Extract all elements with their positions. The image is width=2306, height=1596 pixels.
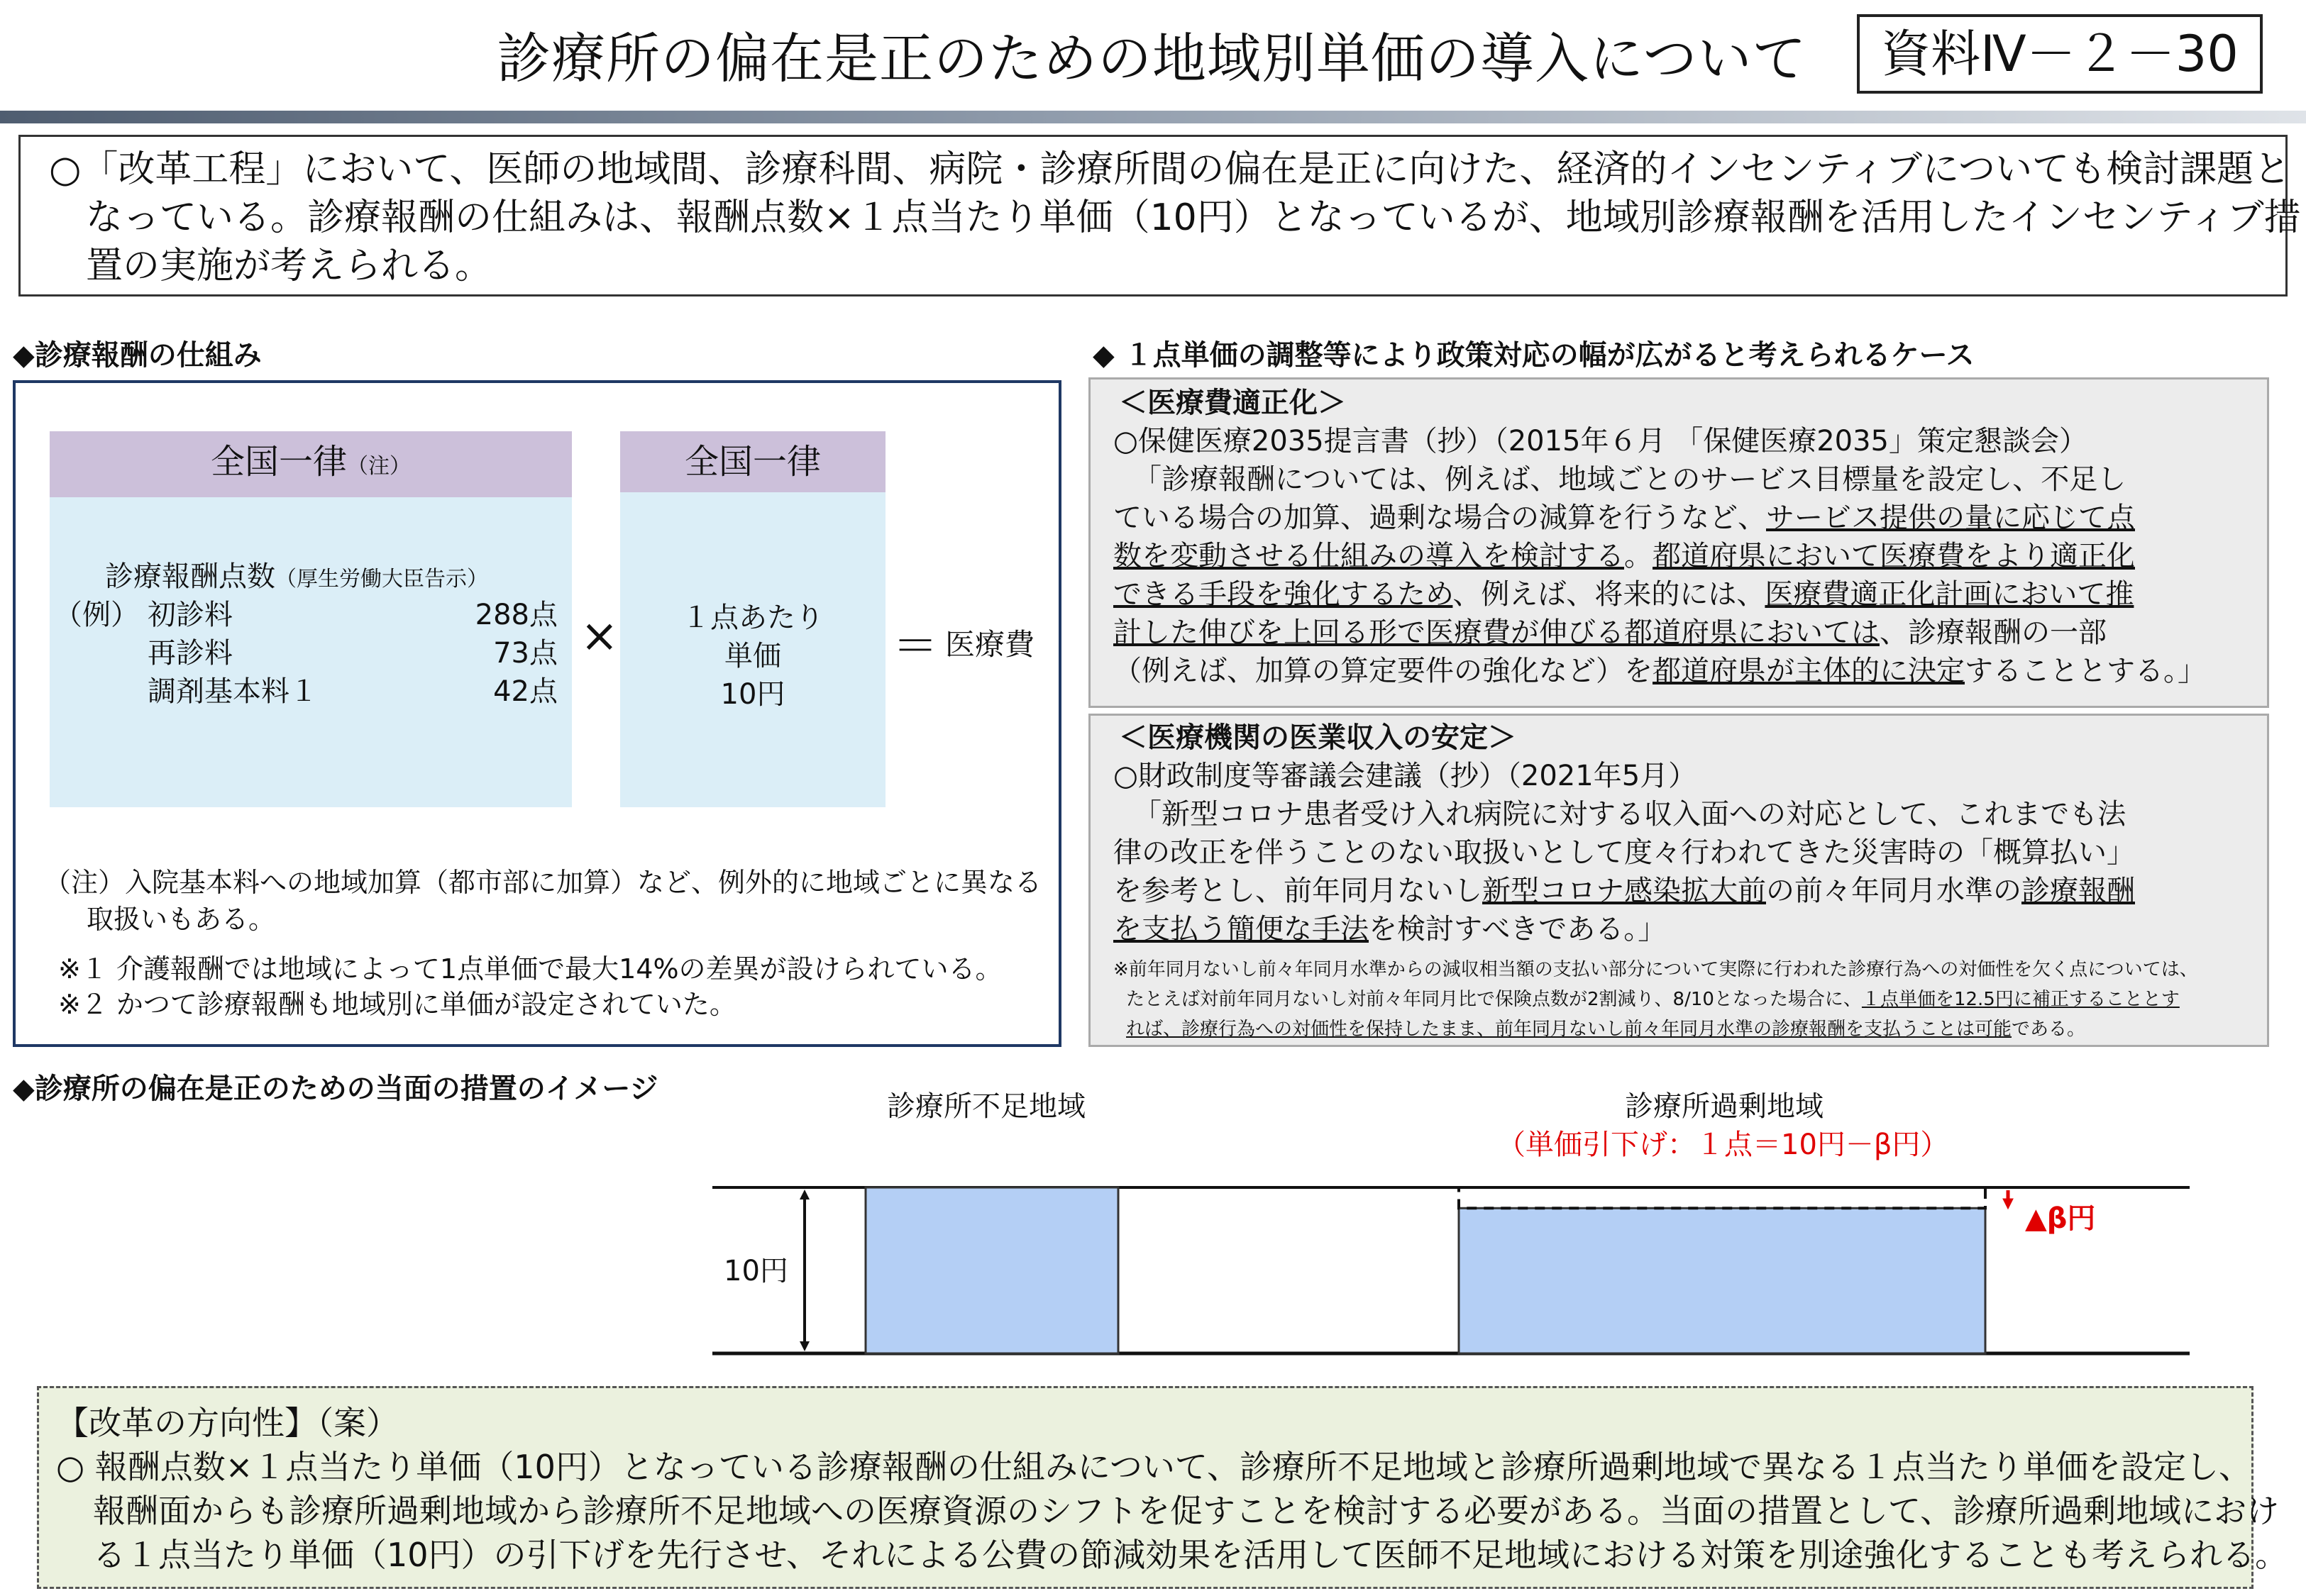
bar-surplus-region — [1459, 1208, 1985, 1353]
reform-line-1: ○ 報酬点数×１点当たり単価（10円）となっている診療報酬の仕組みについて、診療所不足地域と診療所過剰地域で異なる１点当たり単価を設定し、 — [56, 1448, 2251, 1486]
reform-line-3: る１点当たり単価（10円）の引下げを先行させ、それによる公費の節減効果を活用して医師不足地域における対策を別途強化することも考えられる。 — [93, 1536, 2288, 1574]
times-sign: × — [580, 610, 619, 663]
case1-text: 、診療報酬の一部 — [1880, 616, 2107, 649]
mechanism-note-line-2: 取扱いもある。 — [87, 904, 276, 935]
case1-underlined-text: できる手段を強化するため — [1113, 578, 1453, 611]
case2-text: を検討すべきである。」 — [1369, 913, 1667, 946]
intro-line-1: ○「改革工程」において、医師の地域間、診療科間、病院・診療所間の偏在是正に向けた、経済的インセンティブについても検討課題と — [49, 148, 2291, 191]
case2-line-2: 律の改正を伴うことのない取扱いとして度々行われてきた災害時の「概算払い」 — [1113, 836, 2135, 869]
intro-line-3: 置の実施が考えられる。 — [86, 245, 492, 287]
item-name: 再診料 — [148, 637, 233, 670]
case2-source: ○財政制度等審議会建議（抄）（2021年5月） — [1113, 760, 1697, 792]
case2-text: の前々年同月水準の — [1766, 875, 2021, 907]
mechanism-note-line-1: （注）入院基本料への地域加算（都市部に加算）など、例外的に地域ごとに異なる — [44, 867, 1042, 898]
case1-title: ＜医療費適正化＞ — [1119, 387, 1346, 419]
mechanism-heading: ◆診療報酬の仕組み — [13, 339, 262, 372]
case1-text: ている場合の加算、過剰な場合の減算を行うなど、 — [1113, 501, 1766, 534]
case1-text: 、例えば、将来的には、 — [1452, 578, 1765, 611]
shortage-region-label: 診療所不足地域 — [887, 1090, 1086, 1123]
case2-underlined-text: 新型コロナ感染拡大前 — [1482, 875, 1766, 907]
case2-note-text: である。 — [2012, 1019, 2086, 1040]
document-id-badge: 資料Ⅳ－２－30 — [1857, 14, 2263, 94]
reduction-dashed-box — [1459, 1187, 1985, 1208]
case2-underlined-text: を支払う簡便な手法 — [1113, 913, 1369, 946]
case1-underlined-text: 計した伸びを上回る形で医療費が伸びる都道府県においては — [1113, 616, 1880, 649]
points-column-note: （注） — [347, 454, 411, 479]
footnote-2: ※２ かつて診療報酬も地域別に単価が設定されていた。 — [58, 989, 737, 1020]
beta-label: ▲β円 — [2025, 1202, 2096, 1235]
item-value: 42点 — [493, 675, 558, 708]
reform-title: 【改革の方向性】（案） — [56, 1404, 399, 1442]
case1-line-1: 「診療報酬については、例えば、地域ごとのサービス目標量を設定し、不足し — [1133, 463, 2126, 496]
case1-underlined-text: サービス提供の量に応じて点 — [1766, 501, 2135, 534]
points-source: （厚生労働大臣告示） — [275, 567, 488, 592]
case1-underlined-text: 医療費適正化計画において推 — [1765, 578, 2134, 611]
item-name: 初診料 — [148, 599, 233, 631]
bar-shortage-region — [866, 1187, 1118, 1353]
reform-line-2: 報酬面からも診療所過剰地域から診療所不足地域への医療資源のシフトを促すことを検討する必要がある。当面の措置として、診療所過剰地域におけ — [93, 1492, 2280, 1530]
unit-price-column-header: 全国一律 — [620, 431, 886, 492]
cases-heading: ◆ １点単価の調整等により政策対応の幅が広がると考えられるケース — [1093, 339, 1975, 372]
axis-value-label: 10円 — [724, 1255, 788, 1287]
image-heading: ◆診療所の偏在是正のための当面の措置のイメージ — [13, 1073, 658, 1105]
case2-note-text: たとえば対前年同月ないし対前々年同月比で保険点数が2割減り、8/10となった場合に、 — [1126, 989, 1862, 1010]
case2-underlined-text: 診療報酬 — [2021, 875, 2135, 907]
unit-price-line-3: 10円 — [720, 678, 785, 711]
case1-text: （例えば、加算の算定要件の強化など）を — [1113, 655, 1653, 687]
reform-box — [37, 1386, 2288, 1589]
item-name: 調剤基本料１ — [148, 675, 318, 708]
case1-text: することとする。」 — [1965, 655, 2206, 687]
case2-text: を参考とし、前年同月ないし — [1113, 875, 1482, 907]
item-value: 73点 — [493, 637, 558, 670]
case2-title: ＜医療機関の医業収入の安定＞ — [1119, 721, 1516, 754]
equals-sign: ＝ — [893, 621, 938, 673]
item-value: 288点 — [475, 599, 558, 631]
case2-note-underlined: １点単価を12.5円に補正することとす — [1861, 989, 2180, 1010]
points-label: 診療報酬点数 — [105, 560, 275, 593]
case2-line-1: 「新型コロナ患者受け入れ病院に対する収入面への対応として、これまでも法 — [1133, 798, 2126, 831]
footnote-1: ※１ 介護報酬では地域によって1点単価で最大14%の差異が設けられている。 — [58, 953, 1003, 985]
unit-price-line-2: 単価 — [724, 640, 781, 672]
case2-note-underlined: れば、診療行為への対価性を保持したまま、前年同月ないし前々年同月水準の診療報酬を支払うことは可能 — [1126, 1019, 2012, 1040]
case2-note-1: ※前年同月ないし前々年同月水準からの減収相当額の支払い部分について実際に行われた診療行為への対価性を欠く点については、 — [1113, 959, 2198, 980]
case1-underlined-text: 都道府県において医療費をより適正化 — [1653, 540, 2135, 572]
case1-underlined-text: 都道府県が主体的に決定 — [1653, 655, 1965, 687]
case1-underlined-text: 数を変動させる仕組みの導入を検討する — [1113, 540, 1624, 572]
page-title: 診療所の偏在是正のための地域別単価の導入について — [497, 27, 1807, 90]
example-label: （例） — [54, 599, 139, 631]
points-column-title: 全国一律 — [210, 442, 347, 482]
intro-line-2: なっている。診療報酬の仕組みは、報酬点数×１点当たり単価（10円）となっているが、地域別診療報酬を活用したインセンティブ措 — [86, 196, 2301, 239]
surplus-price-note: （単価引下げ：１点＝10円－β円） — [1497, 1129, 1949, 1161]
case1-source: ○保健医療2035提言書（抄）（2015年６月 「保健医療2035」策定懇談会） — [1113, 425, 2088, 458]
surplus-region-label: 診療所過剰地域 — [1625, 1090, 1824, 1123]
unit-price-line-1: １点あたり — [682, 602, 824, 634]
medical-cost-label: 医療費 — [945, 627, 1035, 662]
case1-text: 。 — [1624, 540, 1653, 572]
